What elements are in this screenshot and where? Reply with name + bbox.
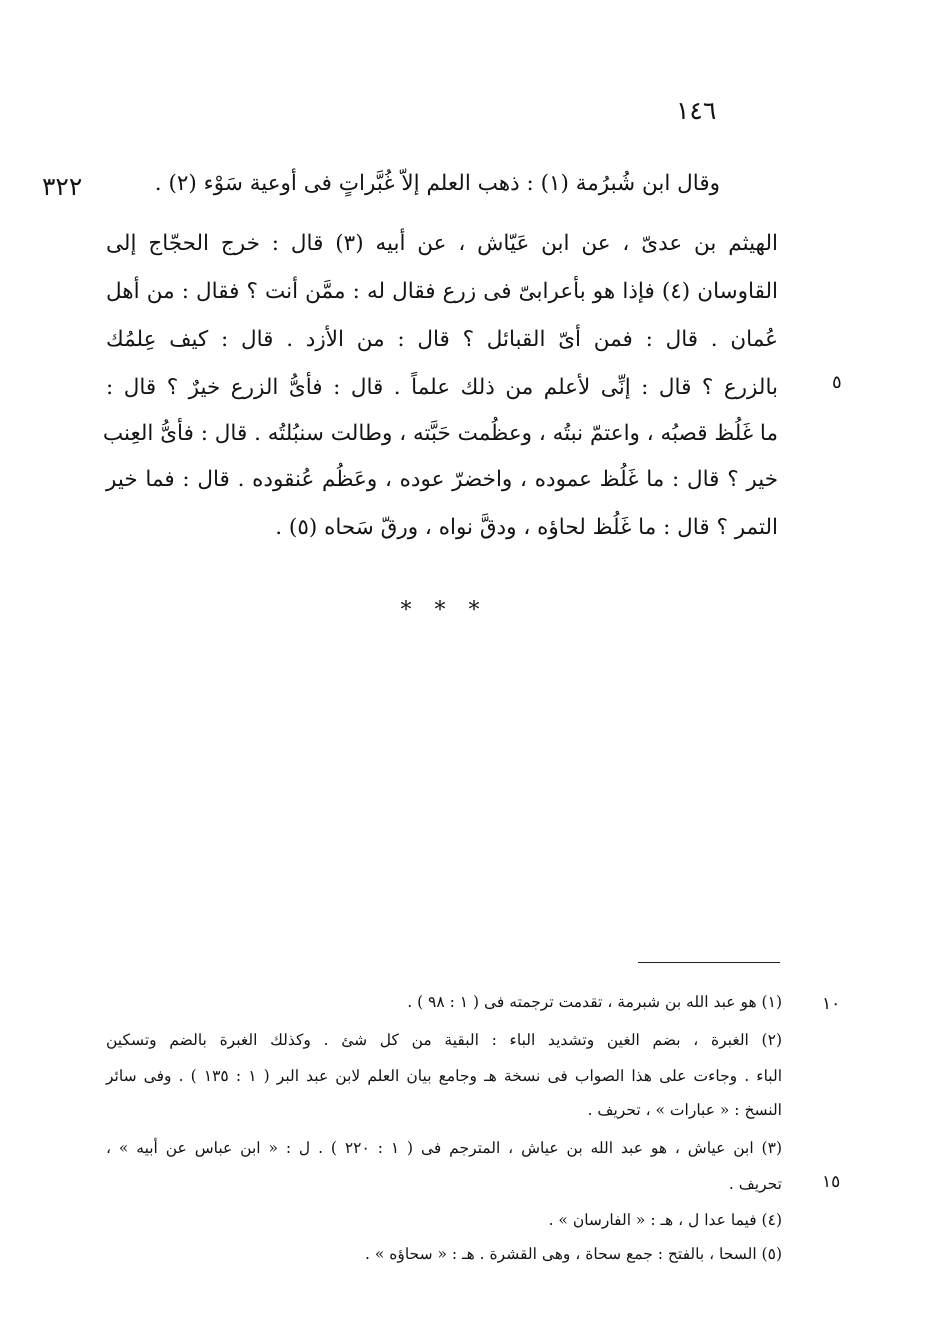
footnote-line: الباء . وجاءت على هذا الصواب فى نسخة هـ وجامع بيان العلم لابن عبد البر ( ١ : ١٣٥ ) . وفى سائر: [106, 1067, 782, 1085]
paragraph-line: ما غَلُظ قصبُه ، واعتمّ نبتُه ، وعظُمت حَبَّته ، وطالت سنبُلتُه . قال : فأىُّ العِنب: [102, 421, 778, 446]
paragraph-line: الهيثم بن عدىّ ، عن ابن عَيّاش ، عن أبيه (٣) قال : خرج الحجّاج إلى: [106, 231, 778, 256]
section-separator: * * *: [400, 598, 488, 623]
footnote-line: (١) هو عبد الله بن شبرمة ، تقدمت ترجمته فى ( ١ : ٩٨ ) .: [407, 993, 782, 1011]
footnote-line: (٥) السحا ، بالفتح : جمع سحاة ، وهى القشرة . هـ : « سحاؤه » .: [364, 1245, 782, 1263]
footnote-line: (٤) فيما عدا ل ، هـ : « الفارسان » .: [548, 1211, 782, 1229]
footnote-line: تحريف .: [728, 1175, 782, 1193]
page-number: ١٤٦: [676, 96, 717, 125]
line-number-marker: ١٠: [822, 994, 841, 1014]
paragraph-line: عُمان . قال : فمن أىّ القبائل ؟ قال : من الأزد . قال : كيف عِلمُك: [106, 327, 778, 352]
paragraph-line: التمر ؟ قال : ما غَلُظ لحاؤه ، ودقَّ نواه ، ورقّ سَحاه (٥) .: [275, 515, 778, 540]
paragraph-line: خير ؟ قال : ما غَلُظ عموده ، واخضرّ عوده ، وعَظُم عُنقوده . قال : فما خير: [106, 467, 778, 492]
footnote-line: النسخ : « عبارات » ، تحريف .: [587, 1101, 782, 1119]
line-number-marker: ١٥: [822, 1172, 841, 1192]
footnote-line: (٢) الغبرة ، بضم الغين وتشديد الباء : البقية من كل شئ . وكذلك الغبرة بالضم وتسكين: [106, 1031, 782, 1049]
line-number-marker: ٥: [832, 372, 842, 393]
margin-page-reference: ٣٢٢: [42, 172, 83, 201]
paragraph-line: القاوسان (٤) فإذا هو بأعرابىّ فى زرع فقال له : ممَّن أنت ؟ فقال : من أهل: [106, 279, 778, 304]
opening-quote-line: وقال ابن شُبرُمة (١) : ذهب العلم إلاّ غُبَّراتٍ فى أوعية سَوْء (٢) .: [154, 171, 720, 196]
paragraph-line: بالزرع ؟ قال : إنِّى لأعلم من ذلك علماً . قال : فأىُّ الزرع خيرٌ ؟ قال :: [106, 375, 778, 400]
footnote-rule: [638, 962, 780, 963]
footnote-line: (٣) ابن عياش ، هو عبد الله بن عياش ، المترجم فى ( ١ : ٢٢٠ ) . ل : « ابن عباس عن أبيه » ،: [106, 1139, 782, 1157]
